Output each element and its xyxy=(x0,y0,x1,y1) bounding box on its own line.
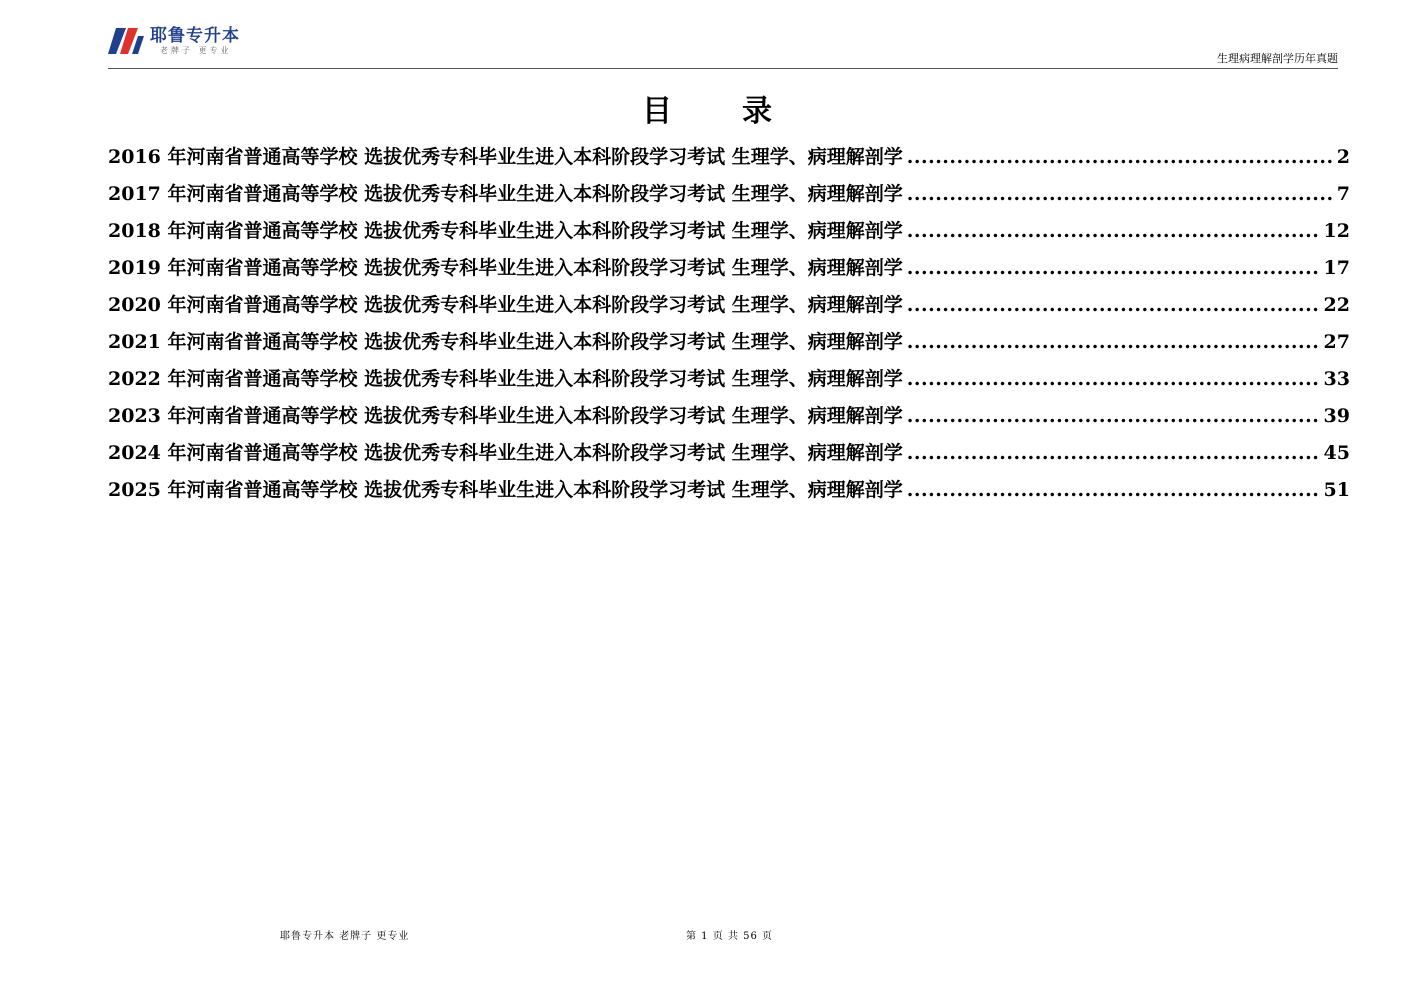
toc-leader-dots xyxy=(907,220,1320,242)
toc-entry-page: 51 xyxy=(1323,479,1350,501)
logo-mark-icon xyxy=(108,26,144,56)
footer-page-info: 第 1 页 共 56 页 xyxy=(686,931,773,942)
toc-entry-page: 17 xyxy=(1323,257,1350,279)
toc-heading-left: 目 xyxy=(642,94,672,129)
toc-leader-dots xyxy=(907,405,1320,427)
toc-entry-text: 2022 年河南省普通高等学校 选拔优秀专科毕业生进入本科阶段学习考试 生理学、病理解剖学 xyxy=(108,368,903,390)
toc-entry-page: 2 xyxy=(1336,146,1350,168)
toc-entry-page: 45 xyxy=(1323,442,1350,464)
toc-entry[interactable] xyxy=(108,475,1350,512)
toc-entry-page: 39 xyxy=(1323,405,1350,427)
toc-entry[interactable] xyxy=(108,327,1350,364)
toc-entry[interactable] xyxy=(108,401,1350,438)
logo-subtitle: 老牌子 更专业 xyxy=(160,46,232,55)
table-of-contents xyxy=(108,142,1350,512)
toc-entry-page: 22 xyxy=(1323,294,1350,316)
toc-leader-dots xyxy=(907,294,1320,316)
toc-leader-dots xyxy=(907,331,1320,353)
toc-entry-text: 2021 年河南省普通高等学校 选拔优秀专科毕业生进入本科阶段学习考试 生理学、病理解剖学 xyxy=(108,331,903,353)
toc-leader-dots xyxy=(907,146,1333,168)
footer-slogan: 耶鲁专升本 老牌子 更专业 xyxy=(280,931,410,942)
toc-entry[interactable] xyxy=(108,290,1350,327)
toc-entry[interactable] xyxy=(108,364,1350,401)
toc-entry-page: 33 xyxy=(1323,368,1350,390)
toc-entry-text: 2020 年河南省普通高等学校 选拔优秀专科毕业生进入本科阶段学习考试 生理学、病理解剖学 xyxy=(108,294,903,316)
header-divider xyxy=(108,68,1338,69)
toc-entry-text: 2025 年河南省普通高等学校 选拔优秀专科毕业生进入本科阶段学习考试 生理学、病理解剖学 xyxy=(108,479,903,501)
toc-leader-dots xyxy=(907,479,1320,501)
toc-heading xyxy=(0,92,1414,132)
toc-leader-dots xyxy=(907,183,1333,205)
toc-entry-page: 12 xyxy=(1323,220,1350,242)
toc-entry[interactable] xyxy=(108,179,1350,216)
toc-entry[interactable] xyxy=(108,253,1350,290)
page-header xyxy=(108,26,1338,68)
toc-leader-dots xyxy=(907,257,1320,279)
toc-leader-dots xyxy=(907,368,1320,390)
toc-entry-text: 2016 年河南省普通高等学校 选拔优秀专科毕业生进入本科阶段学习考试 生理学、病理解剖学 xyxy=(108,146,903,168)
toc-entry-text: 2017 年河南省普通高等学校 选拔优秀专科毕业生进入本科阶段学习考试 生理学、病理解剖学 xyxy=(108,183,903,205)
document-title: 生理病理解剖学历年真题 xyxy=(1217,52,1338,65)
toc-entry[interactable] xyxy=(108,142,1350,179)
toc-entry-page: 7 xyxy=(1336,183,1350,205)
toc-entry-text: 2019 年河南省普通高等学校 选拔优秀专科毕业生进入本科阶段学习考试 生理学、病理解剖学 xyxy=(108,257,903,279)
brand-logo xyxy=(108,26,240,62)
toc-entry-text: 2018 年河南省普通高等学校 选拔优秀专科毕业生进入本科阶段学习考试 生理学、病理解剖学 xyxy=(108,220,903,242)
toc-entry-text: 2024 年河南省普通高等学校 选拔优秀专科毕业生进入本科阶段学习考试 生理学、病理解剖学 xyxy=(108,442,903,464)
toc-leader-dots xyxy=(907,442,1320,464)
toc-heading-right: 录 xyxy=(742,94,772,129)
toc-entry[interactable] xyxy=(108,216,1350,253)
logo-title: 耶鲁专升本 xyxy=(150,26,240,46)
toc-entry-page: 27 xyxy=(1323,331,1350,353)
toc-entry-text: 2023 年河南省普通高等学校 选拔优秀专科毕业生进入本科阶段学习考试 生理学、病理解剖学 xyxy=(108,405,903,427)
toc-entry[interactable] xyxy=(108,438,1350,475)
